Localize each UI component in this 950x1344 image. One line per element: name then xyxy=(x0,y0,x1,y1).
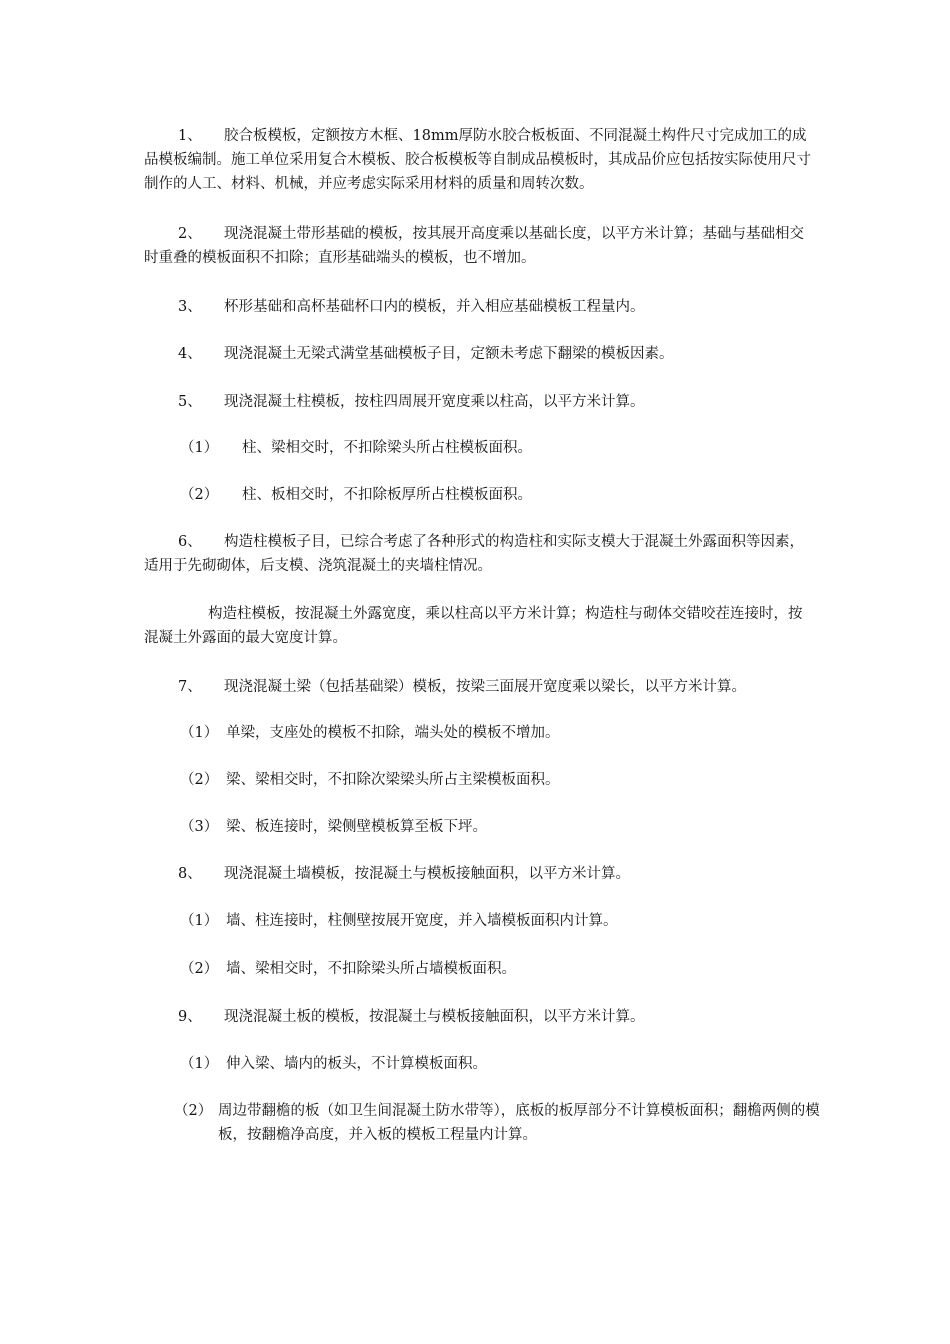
paragraph-9-1 xyxy=(180,1052,850,1076)
paragraph-7-2 xyxy=(180,768,850,792)
item-text: 胶合板模板，定额按方木框、18mm厚防水胶合板板面、不同混凝土构件尺寸完成加工的成品模板编制。施工单位采用复合木模板、胶合板模板等自制成品模板时，其成品价应包括按实际使用尺寸制作的人工、材料、机械，并应考虑实际采用材料的质量和周转次数。 xyxy=(144,128,811,192)
item-text: 墙、梁相交时，不扣除梁头所占墙模板面积。 xyxy=(226,961,516,977)
item-text: 现浇混凝土梁（包括基础梁）模板，按梁三面展开宽度乘以梁长，以平方米计算。 xyxy=(224,679,746,695)
item-number: 5、 xyxy=(178,394,202,410)
item-text: 现浇混凝土带形基础的模板，按其展开高度乘以基础长度，以平方米计算；基础与基础相交时重叠的模板面积不扣除；直形基础端头的模板，也不增加。 xyxy=(144,226,804,266)
item-text: 构造柱模板，按混凝土外露宽度，乘以柱高以平方米计算；构造柱与砌体交错咬茬连接时，按混凝土外露面的最大宽度计算。 xyxy=(144,606,803,646)
item-text: 构造柱模板子目，已综合考虑了各种形式的构造柱和实际支模大于混凝土外露面积等因素，适用于先砌砌体，后支模、浇筑混凝土的夹墙柱情况。 xyxy=(144,534,804,574)
paragraph-8-2 xyxy=(180,957,850,981)
paragraph-8 xyxy=(144,862,814,886)
item-number: 9、 xyxy=(178,1009,202,1025)
paragraph-6 xyxy=(144,530,814,578)
item-number: （2） xyxy=(180,961,219,977)
item-text: 周边带翻檐的板（如卫生间混凝土防水带等），底板的板厚部分不计算模板面积；翻檐两侧的模板，按翻檐净高度，并入板的模板工程量内计算。 xyxy=(218,1103,820,1143)
item-text: 现浇混凝土柱模板，按柱四周展开宽度乘以柱高，以平方米计算。 xyxy=(224,394,645,410)
paragraph-5 xyxy=(144,390,814,414)
item-text: 现浇混凝土无梁式满堂基础模板子目，定额未考虑下翻梁的模板因素。 xyxy=(224,346,674,362)
item-text: 梁、板连接时，梁侧壁模板算至板下坪。 xyxy=(226,819,487,835)
item-number: 3、 xyxy=(178,299,202,315)
paragraph-5-1 xyxy=(180,436,850,460)
item-text: 伸入梁、墙内的板头，不计算模板面积。 xyxy=(226,1056,487,1072)
item-number: （1） xyxy=(180,913,219,929)
paragraph-4 xyxy=(144,342,814,366)
item-number: （2） xyxy=(180,487,219,503)
item-number: （2） xyxy=(174,1103,213,1119)
paragraph-6-note xyxy=(144,602,814,650)
item-number: （3） xyxy=(180,819,219,835)
item-number: （1） xyxy=(180,725,219,741)
paragraph-3 xyxy=(144,295,814,319)
item-number: （1） xyxy=(180,440,219,456)
item-number: 6、 xyxy=(178,534,202,550)
paragraph-8-1 xyxy=(180,909,850,933)
paragraph-9-2 xyxy=(144,1099,848,1147)
paragraph-7 xyxy=(144,675,814,699)
item-number: （1） xyxy=(180,1056,219,1072)
paragraph-2 xyxy=(144,222,814,270)
item-number: 2、 xyxy=(178,226,202,242)
item-text: 杯形基础和高杯基础杯口内的模板，并入相应基础模板工程量内。 xyxy=(224,299,645,315)
item-number: （2） xyxy=(180,772,219,788)
paragraph-9 xyxy=(144,1005,814,1029)
item-number: 8、 xyxy=(178,866,202,882)
item-text: 单梁，支座处的模板不扣除，端头处的模板不增加。 xyxy=(226,725,560,741)
item-text: 柱、板相交时，不扣除板厚所占柱模板面积。 xyxy=(242,487,532,503)
item-number: 4、 xyxy=(178,346,202,362)
item-text: 现浇混凝土板的模板，按混凝土与模板接触面积，以平方米计算。 xyxy=(224,1009,645,1025)
item-number: 7、 xyxy=(178,679,202,695)
paragraph-7-1 xyxy=(180,721,850,745)
item-text: 柱、梁相交时，不扣除梁头所占柱模板面积。 xyxy=(242,440,532,456)
paragraph-7-3 xyxy=(180,815,850,839)
paragraph-1 xyxy=(144,124,814,196)
item-text: 墙、柱连接时，柱侧壁按展开宽度，并入墙模板面积内计算。 xyxy=(226,913,618,929)
item-number: 1、 xyxy=(178,128,202,144)
paragraph-5-2 xyxy=(180,483,850,507)
item-text: 现浇混凝土墙模板，按混凝土与模板接触面积，以平方米计算。 xyxy=(224,866,630,882)
item-text: 梁、梁相交时，不扣除次梁梁头所占主梁模板面积。 xyxy=(226,772,560,788)
